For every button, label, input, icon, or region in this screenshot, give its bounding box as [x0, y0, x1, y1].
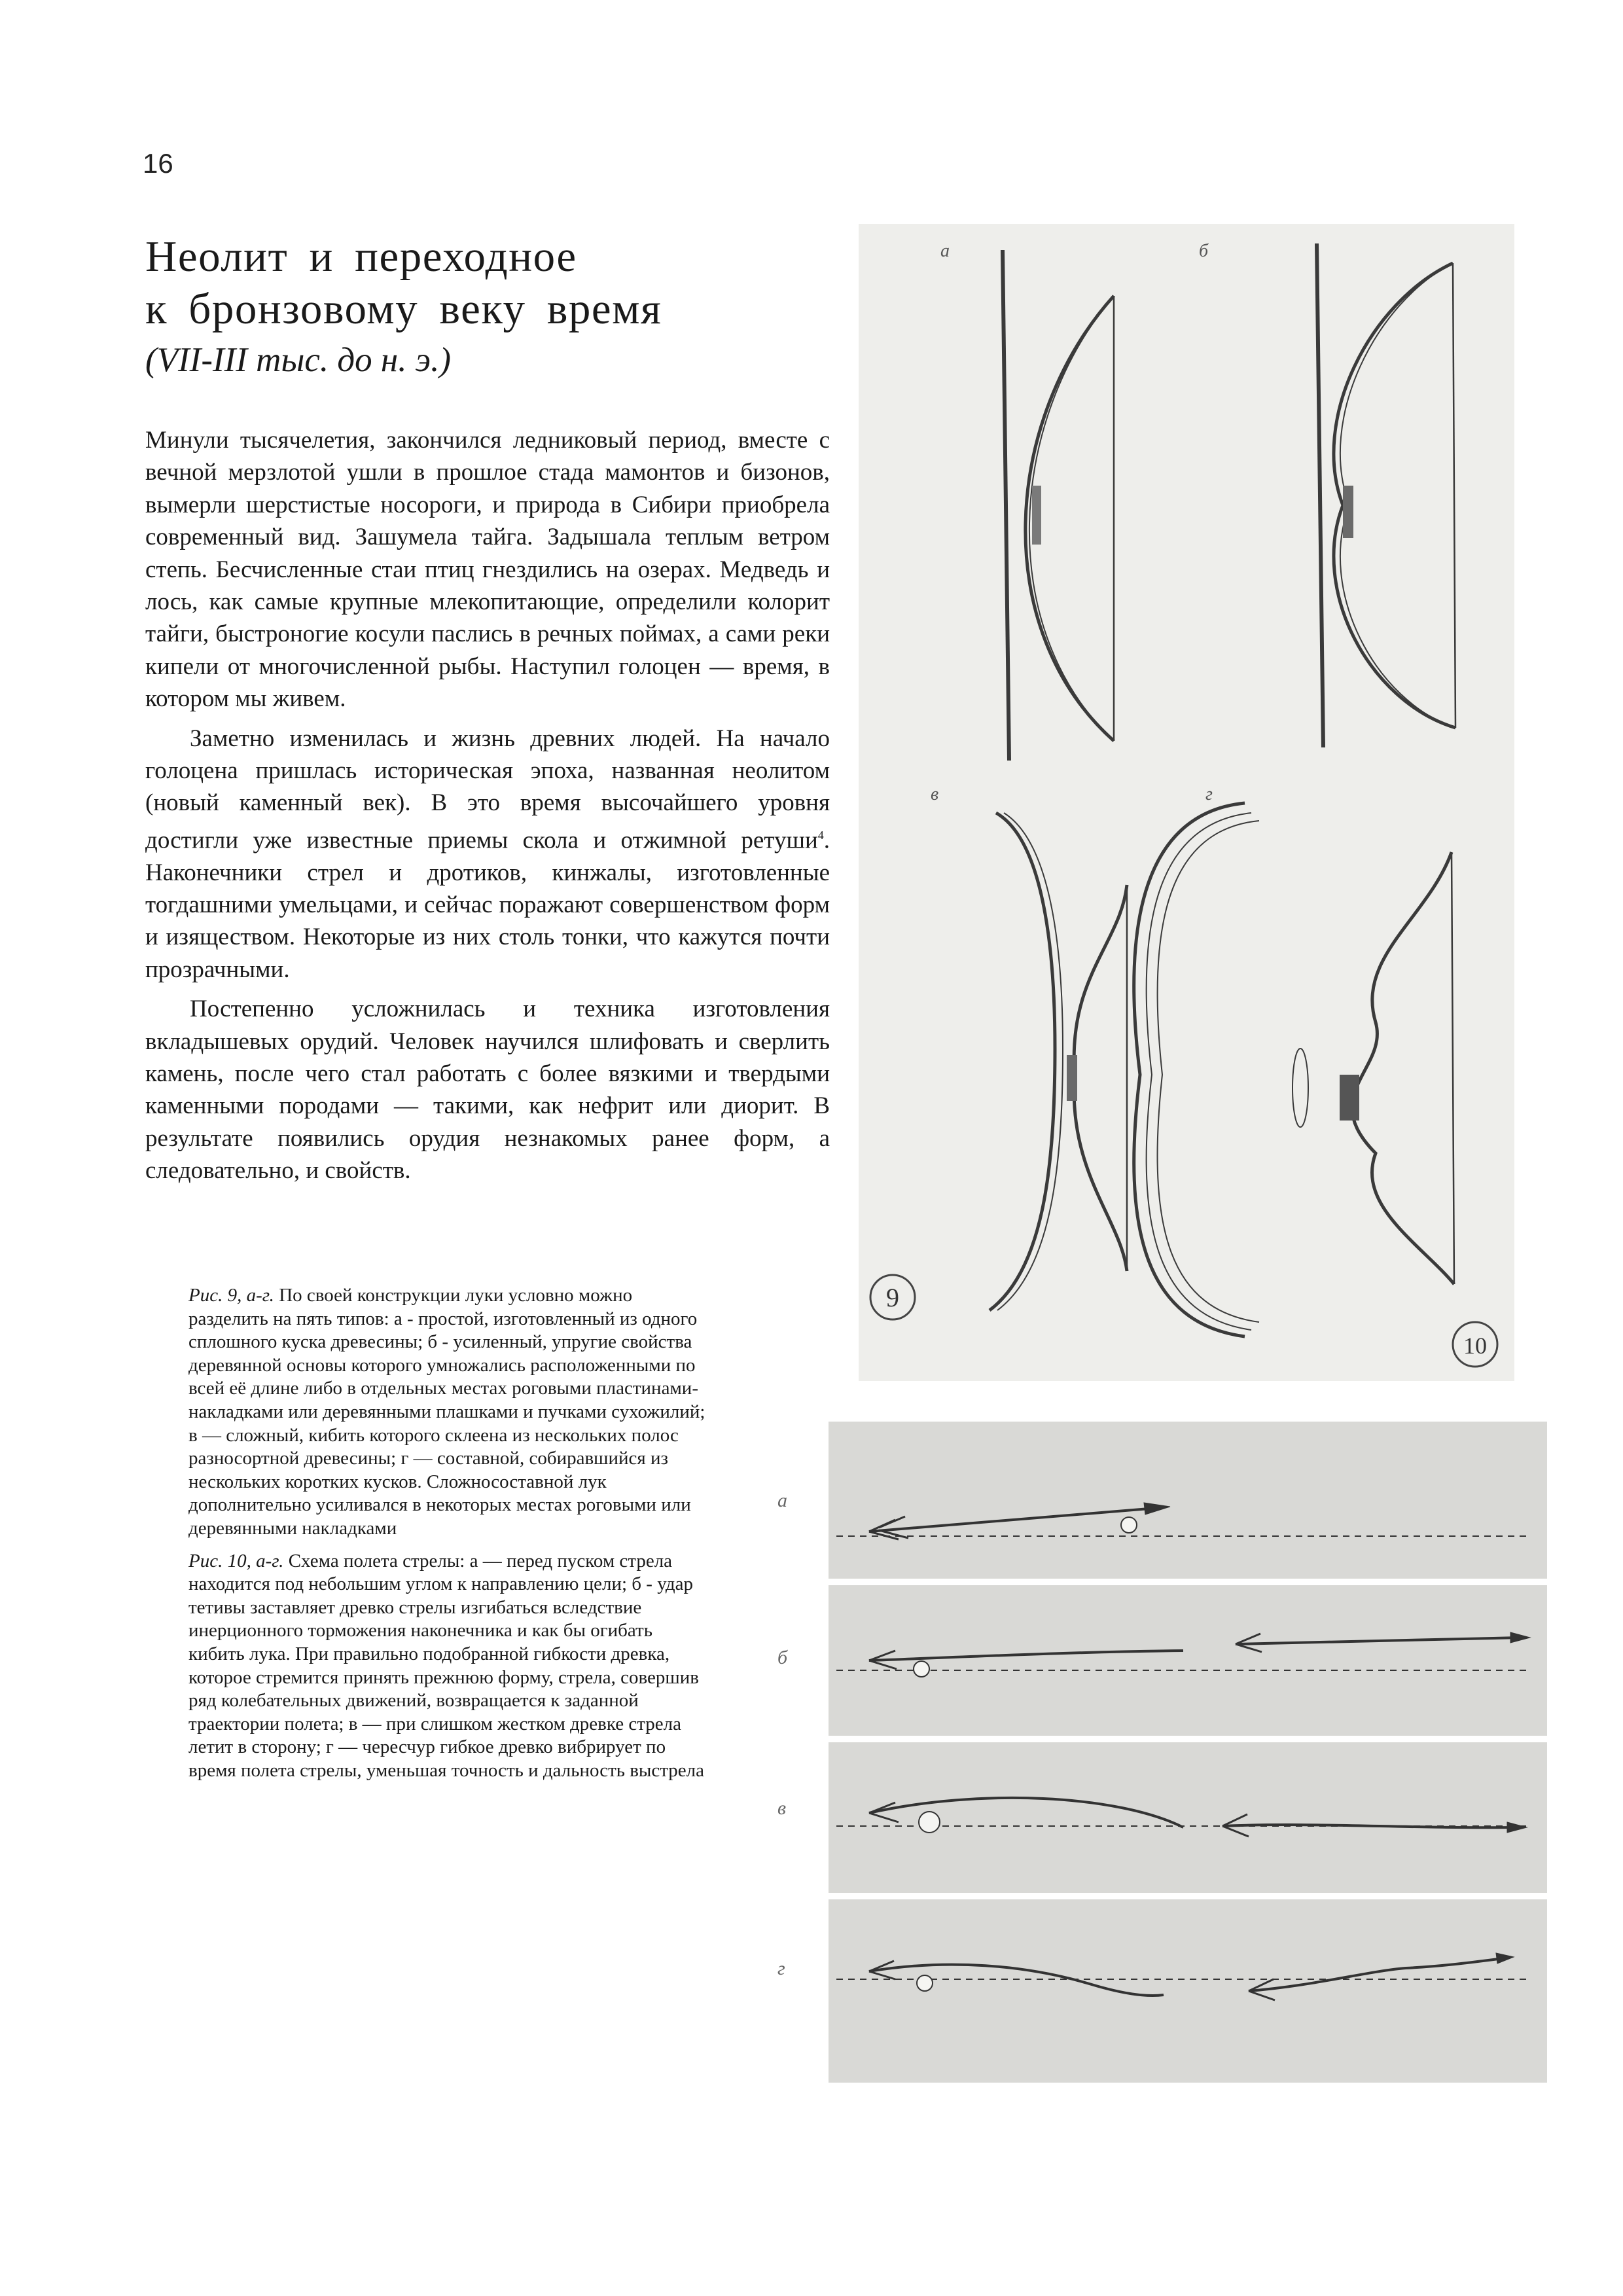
fig9-number: 9	[886, 1283, 899, 1312]
chapter-subtitle: (VII-III тыс. до н. э.)	[145, 341, 451, 379]
bow-label-g: г	[1205, 784, 1213, 804]
fig10-number-badge	[1453, 1322, 1497, 1367]
page-number: 16	[143, 148, 173, 179]
panel-a	[829, 1422, 1547, 1579]
bow-label-a: а	[940, 241, 950, 261]
arrow-label-b: б	[777, 1647, 788, 1668]
panel-b	[829, 1585, 1547, 1736]
panel-g	[829, 1899, 1547, 2083]
body-text	[145, 424, 830, 1187]
footnote-mark: 4	[817, 828, 824, 842]
caption-fig9-text: По своей конструкции луки условно можно разделить на пять типов: а - простой, изготовленный из одного сплошного куска древесины; б - усиленный, упругие свойства деревянной основы которого умножались расположенными по всей её длине либо в отдельных местах роговыми пластинами-накладками или деревянными плашками и пучками сухожилий; в — сложный, кибить которого склеена из нескольких полос разносортной древесины; г — составной, собиравшийся из нескольких коротких кусков. Сложносоставной лук дополнительно усиливался в некоторых местах роговыми или деревянными накладками	[188, 1285, 705, 1539]
title-line-2: к бронзовому веку время	[145, 285, 662, 333]
fig9-number-badge	[870, 1275, 915, 1319]
bow-label-b: б	[1199, 241, 1209, 261]
arrow-label-v: в	[777, 1797, 787, 1819]
paragraph-3: Постепенно усложнилась и техника изготовления вкладышевых орудий. Человек научился шлифовать и сверлить камень, после чего стал работать с более вязкими и твердыми каменными породами — такими, как нефрит или диорит. В результате появились орудия незнакомых ранее форм, а следовательно, и свойств.	[145, 996, 830, 1185]
caption-fig9	[188, 1284, 712, 1541]
figure-captions	[188, 1284, 712, 1791]
caption-fig10-text: Схема полета стрелы: а — перед пуском стрела находится под небольшим углом к направлению цели; б - удар тетивы заставляет древко стрелы изгибаться вследствие инерционного торможения наконечника и как бы огибать кибить лука. При правильно подобранной гибкости древка, которое стремится принять прежнюю форму, стрела, совершив ряд колебательных движений, возвращается к заданной траектории полета; в — при слишком жестком древке стрела летит в сторону; г — чересчур гибкое древко вибрирует по время полета стрелы, уменьшая точность и дальность выстрела	[188, 1550, 705, 1781]
paragraph-2-tail: . Наконечники стрел и дротиков, кинжалы, изготовленные тогдашними умельцами, и сейчас поражают совершенством форм и изяществом. Некоторые из них столь тонки, что кажутся почти прозрачными.	[145, 827, 830, 983]
arrow-flight-illustration	[751, 1422, 1547, 2083]
paragraph-2-head: Заметно изменилась и жизнь древних людей. На начало голоцена пришлась историческая эпоха, названная неолитом (новый каменный век). В это время высочайшего уровня достигли уже известные приемы скола и отжимной ретуши	[145, 725, 830, 854]
bow-d-drawing	[1134, 803, 1454, 1336]
chapter-title	[145, 230, 813, 335]
figure-10-arrow-flight	[751, 1422, 1547, 2083]
paragraph-2	[145, 723, 830, 986]
bow-a-drawing	[1003, 250, 1114, 761]
caption-fig9-lead: Рис. 9, а-г.	[188, 1285, 274, 1306]
bow-b-drawing	[1317, 243, 1455, 747]
caption-fig10-lead: Рис. 10, а-г.	[188, 1550, 284, 1571]
figure-9-bows	[859, 224, 1514, 1381]
arrow-label-g: г	[777, 1958, 785, 1979]
title-line-1: Неолит и переходное	[145, 232, 577, 281]
caption-fig10	[188, 1550, 712, 1783]
arrow-label-a: а	[777, 1490, 787, 1511]
arrow-panels	[829, 1422, 1547, 2083]
bow-c-drawing	[990, 813, 1127, 1310]
paragraph-1: Минули тысячелетия, закончился ледниковый период, вместе с вечной мерзлотой ушли в прошлое стада мамонтов и бизонов, вымерли шерстистые носороги, и природа в Сибири приобрела современный вид. Зашумела тайга. Задышала теплым ветром степь. Бесчисленные стаи птиц гнездились на озерах. Медведь и лось, как самые крупные млекопитающие, определили колорит тайги, быстроногие косули паслись в речных поймах, а сами реки кипели от многочисленной рыбы. Наступил голоцен — время, в котором мы живем.	[145, 427, 830, 713]
bows-illustration	[859, 224, 1514, 1381]
bow-label-v: в	[931, 784, 939, 804]
fig10-number: 10	[1463, 1333, 1487, 1359]
